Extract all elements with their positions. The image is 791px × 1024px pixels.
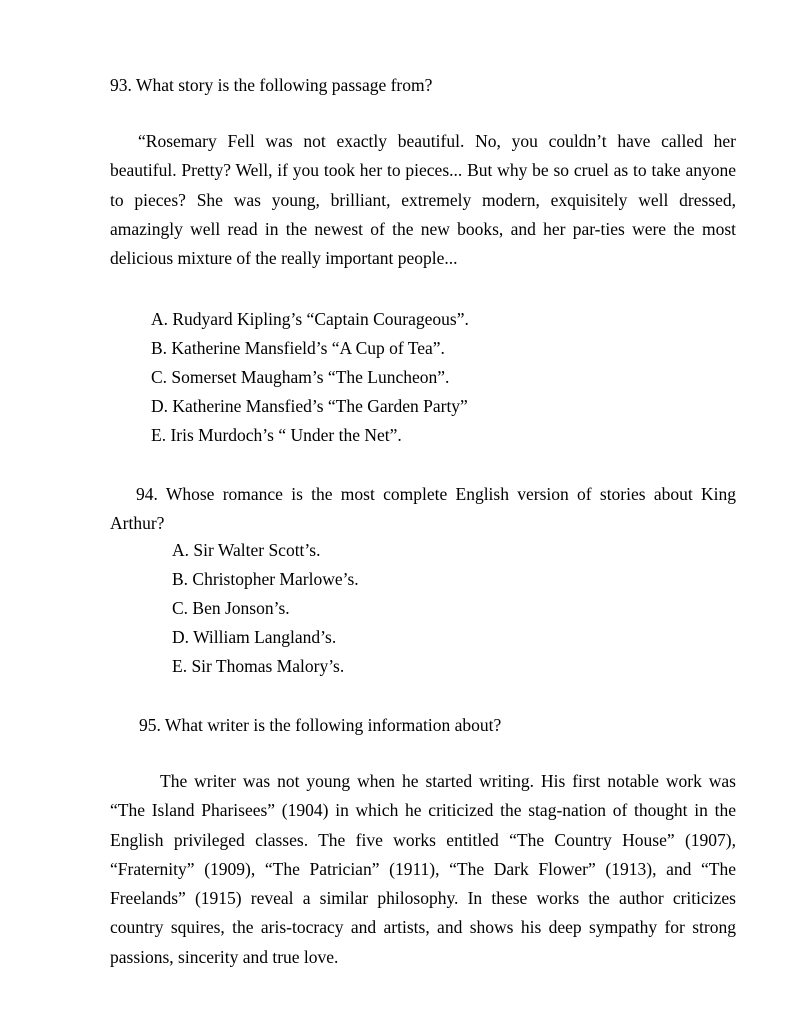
question-93-title: 93. What story is the following passage from? xyxy=(110,75,433,95)
question-94-option-e: E. Sir Thomas Malory’s. xyxy=(172,656,345,676)
question-93-option-b: B. Katherine Mansfield’s “A Cup of Tea”. xyxy=(151,338,445,358)
question-93-option-c: C. Somerset Maugham’s “The Luncheon”. xyxy=(151,367,450,387)
question-95-passage: The writer was not young when he started writing. His first notable work was “The Island Pharisees” (1904) in which he criticized the stag-nation of thought in the English privileged classes. The five works entitled “The Country House” (1907), “Fraternity” (1909), “The Patrician” (1911), “The Dark Flower” (1913), and “The Freelands” (1915) reveal a similar philosophy. In these works the author criticizes country squires, the aris-tocracy and artists, and shows his deep sympathy for strong passions, sincerity and true love. xyxy=(110,771,736,967)
question-93-option-e: E. Iris Murdoch’s “ Under the Net”. xyxy=(151,425,402,445)
question-94-option-b: B. Christopher Marlowe’s. xyxy=(172,569,359,589)
question-93-option-d: D. Katherine Mansfied’s “The Garden Party” xyxy=(151,396,468,416)
question-94-option-c: C. Ben Jonson’s. xyxy=(172,598,290,618)
question-94-option-d: D. William Langland’s. xyxy=(172,627,337,647)
question-95-title: 95. What writer is the following information about? xyxy=(139,715,502,735)
question-94-stem: 94. Whose romance is the most complete English version of stories about King Arthur? xyxy=(110,484,736,534)
question-93-option-a: A. Rudyard Kipling’s “Captain Courageous”. xyxy=(151,309,469,329)
question-93-passage: “Rosemary Fell was not exactly beautiful. No, you couldn’t have called her beautiful. Pretty? Well, if you took her to pieces... But why be so cruel as to take anyone to pieces? She was young, brilliant, extremely modern, exquisitely well dressed, amazingly well read in the newest of the new books, and her par-ties were the most delicious mixture of the really important people... xyxy=(110,131,736,269)
question-94-option-a: A. Sir Walter Scott’s. xyxy=(172,540,321,560)
